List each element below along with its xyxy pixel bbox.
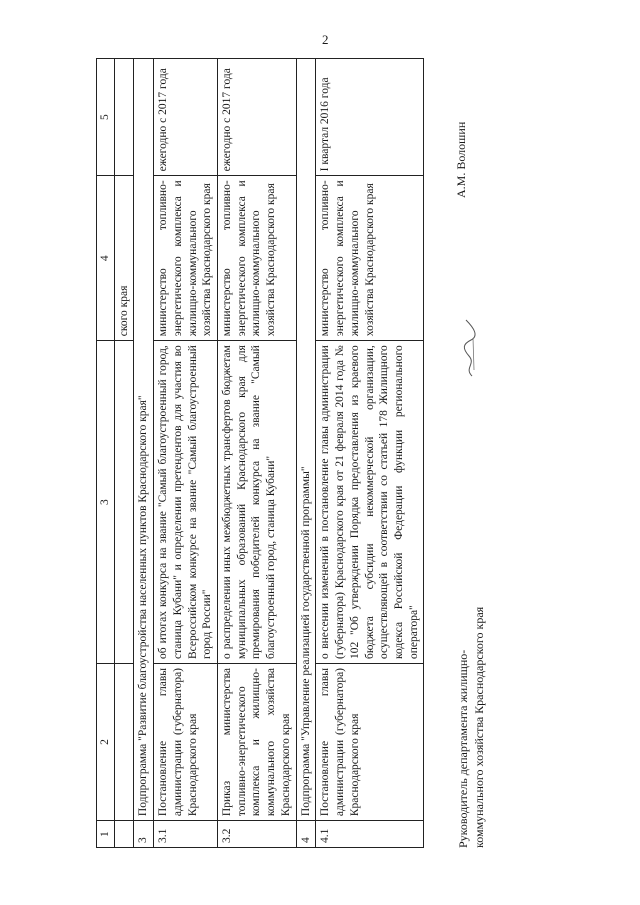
row-deadline: ежегодно с 2017 года (218, 59, 297, 176)
section-row (134, 59, 154, 848)
continuation-row (114, 59, 134, 848)
section-number: 4 (296, 821, 316, 848)
row-responsible: министерство топливно-энергетического комплекса и жилищно-коммунального хозяйства Краснодарского края (218, 176, 297, 341)
row-document: Приказ министерства топливно-энергетического комплекса и жилищно-коммунального хозяйства Краснодарского края (218, 663, 297, 820)
page-number: 2 (322, 32, 329, 47)
section-title: Подпрограмма "Развитие благоустройства населенных пунктов Краснодарского края" (134, 59, 154, 821)
row-subject: о распределении иных межбюджетных трансфертов бюджетам муниципальных образований Краснодарского края для премирования победителей конкурса на звание "Самый благоустроенный город, станица Кубани" (218, 341, 297, 664)
signer-name: А.М. Волошин (454, 121, 468, 198)
row-responsible: министерство топливно-энергетического комплекса и жилищно-коммунального хозяйства Краснодарского края (316, 176, 424, 341)
continuation-cell: ского края (114, 176, 134, 341)
row-number: 3.2 (218, 821, 297, 848)
signer-position (456, 488, 487, 848)
header-cell: 2 (97, 663, 115, 820)
signer-position-line: Руководитель департамента жилищно- (456, 649, 470, 848)
handwritten-signature (460, 318, 478, 378)
row-document: Постановление главы администрации (губернатора) Краснодарского края (154, 663, 218, 820)
section-number: 3 (134, 821, 154, 848)
row-deadline: I квартал 2016 года (316, 59, 424, 176)
plan-table (96, 58, 424, 848)
table-row (154, 59, 218, 848)
rotated-sheet (96, 58, 526, 848)
row-deadline: ежегодно с 2017 года (154, 59, 218, 176)
header-cell: 3 (97, 341, 115, 664)
row-document: Постановление главы администрации (губернатора) Краснодарского края (316, 663, 424, 820)
row-subject: о внесении изменений в постановление главы администрации (губернатора) Краснодарского края от 21 февраля 2014 года № 102 "Об утверждении Порядка предоставления из краевого бюджета субсидии некоммерческой организации, осуществляющей в соответствии со статьей 178 Жилищного кодекса Российской Федерации функции регионального оператора" (316, 341, 424, 664)
signer-position-line: коммунального хозяйства Краснодарского края (471, 606, 486, 848)
row-number: 3.1 (154, 821, 218, 848)
section-title: Подпрограмма "Управление реализацией государственной программы" (296, 59, 316, 821)
section-row (296, 59, 316, 848)
table-row (316, 59, 424, 848)
header-cell: 4 (97, 176, 115, 341)
header-row (97, 59, 115, 848)
row-subject: об итогах конкурса на звание "Самый благоустроенный город, станица Кубани" и определении претендентов для участия во Всероссийском конкурсе на звание "Самый благоустроенный город России" (154, 341, 218, 664)
table-row (218, 59, 297, 848)
row-responsible: министерство топливно-энергетического комплекса и жилищно-коммунального хозяйства Краснодарского края (154, 176, 218, 341)
header-cell: 5 (97, 59, 115, 176)
header-cell: 1 (97, 821, 115, 848)
row-number: 4.1 (316, 821, 424, 848)
